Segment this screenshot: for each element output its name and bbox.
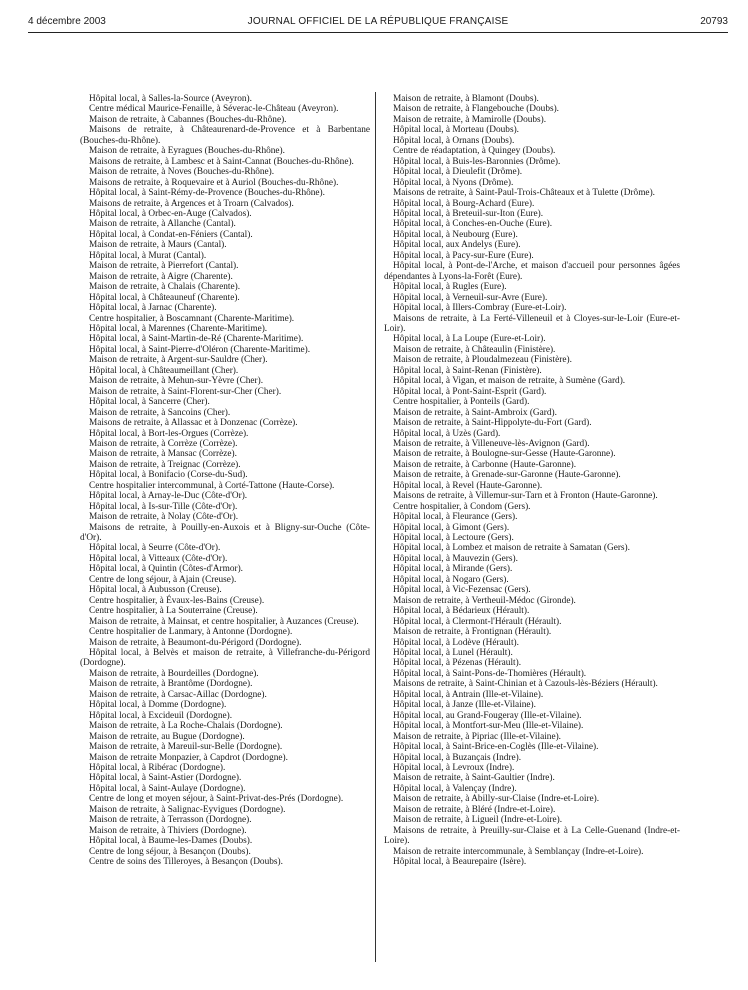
list-item: Maison de retraite, à Saint-Hippolyte-du-Fort (Gard).	[393, 418, 592, 429]
list-item: Hôpital local, à Marennes (Charente-Maritime).	[89, 323, 268, 334]
list-item: Hôpital local, à Clermont-l'Hérault (Hérault).	[393, 616, 562, 627]
list-item: Maison de retraite, à Abilly-sur-Claise (Indre-et-Loire).	[393, 794, 600, 805]
list-item: Maison de retraite, à Frontignan (Hérault).	[393, 627, 552, 638]
list-item: Hôpital local, à Uzès (Gard).	[393, 428, 501, 439]
list-item: Maison de retraite Monpazier, à Capdrot (Dordogne).	[89, 752, 288, 763]
list-item: Centre de long et moyen séjour, à Saint-Privat-des-Prés (Dordogne).	[89, 794, 344, 805]
list-item: Maisons de retraite, à La Ferté-Villeneuil et à Cloyes-sur-le-Loir (Eure-et-Loir).	[384, 313, 680, 334]
list-item: Hôpital local, à Bonifacio (Corse-du-Sud).	[89, 470, 248, 481]
list-item: Maison de retraite, à Nolay (Côte-d'Or).	[89, 512, 239, 523]
page-number: 20793	[700, 16, 728, 27]
list-item: Hôpital local, à Conches-en-Ouche (Eure).	[393, 219, 553, 230]
list-item: Maisons de retraite, à Villemur-sur-Tarn et à Fronton (Haute-Garonne).	[393, 491, 658, 502]
list-item: Hôpital local, à Châteauneuf (Charente).	[89, 292, 240, 303]
list-item: Centre de long séjour, à Ajain (Creuse).	[89, 574, 237, 585]
list-item: Maison de retraite, à Mareuil-sur-Belle (Dordogne).	[89, 742, 283, 753]
list-item: Hôpital local, à Buzançais (Indre).	[393, 752, 522, 763]
list-item: Hôpital local, à Pont-de-l'Arche, et maison d'accueil pour personnes âgées dépendantes à Lyons-la-Forêt (Eure).	[384, 261, 680, 282]
list-item: Maison de retraite, à Maurs (Cantal).	[89, 240, 227, 251]
list-item: Hôpital local, à Saint-Aulaye (Dordogne).	[89, 783, 246, 794]
list-item: Hôpital local, à Saint-Brice-en-Coglès (Ille-et-Vilaine).	[393, 742, 599, 753]
list-item: Maison de retraite, à Aigre (Charente).	[89, 271, 233, 282]
list-item: Hôpital local, à Pont-Saint-Esprit (Gard).	[393, 386, 547, 397]
list-item: Hôpital local, à Nogaro (Gers).	[393, 574, 509, 585]
list-item: Hôpital local, à Sancerre (Cher).	[89, 397, 210, 408]
list-item: Hôpital local, à Revel (Haute-Garonne).	[393, 480, 543, 491]
list-item: Hôpital local, à Saint-Pons-de-Thomières (Hérault).	[393, 668, 587, 679]
list-item: Maison de retraite, à Salignac-Eyvigues (Dordogne).	[89, 804, 286, 815]
list-item: Hôpital local, à Arnay-le-Duc (Côte-d'Or).	[89, 491, 248, 502]
list-item: Hôpital local, à Rugles (Eure).	[393, 282, 507, 293]
list-item: Maison de retraite, à Pierrefort (Cantal).	[89, 261, 239, 272]
list-item: Maison de retraite, à Grenade-sur-Garonne (Haute-Garonne).	[393, 470, 621, 481]
list-item: Maison de retraite, à Ligueil (Indre-et-Loire).	[393, 815, 563, 826]
list-item: Maisons de retraite, à Pouilly-en-Auxois et à Bligny-sur-Ouche (Côte-d'Or).	[80, 522, 370, 544]
list-item: Centre de soins des Tilleroyes, à Besançon (Doubs).	[89, 857, 283, 868]
list-item: Maison de retraite intercommunale, à Semblançay (Indre-et-Loire).	[393, 846, 644, 857]
list-item: Hôpital local, à Saint-Pierre-d'Oléron (Charente-Maritime).	[89, 344, 311, 355]
list-item: Hôpital local, à Lodève (Hérault).	[393, 637, 519, 648]
list-item: Hôpital local, au Grand-Fougeray (Ille-et-Vilaine).	[393, 710, 582, 721]
list-item: Maison de retraite, à Eyragues (Bouches-du-Rhône).	[89, 146, 285, 157]
list-item: Maison de retraite, à Beaumont-du-Périgord (Dordogne).	[89, 637, 302, 648]
list-item: Hôpital local, à Condat-en-Féniers (Cantal).	[89, 229, 253, 240]
list-item: Hôpital local, à Ornans (Doubs).	[393, 135, 515, 146]
list-item: Hôpital local, à Illers-Combray (Eure-et-Loir).	[393, 303, 567, 314]
list-item: Maison de retraite, au Bugue (Dordogne).	[89, 731, 245, 742]
list-item: Hôpital local, à Lectoure (Gers).	[393, 533, 514, 544]
list-item: Maison de retraite, à Vertheuil-Médoc (Gironde).	[393, 595, 576, 606]
list-item: Maison de retraite, à Noves (Bouches-du-Rhône).	[89, 167, 275, 178]
list-item: Maisons de retraite, à Saint-Chinian et à Cazouls-lès-Béziers (Hérault).	[393, 679, 658, 690]
list-item: Centre hospitalier de Lanmary, à Antonne (Dordogne).	[89, 627, 293, 638]
list-item: Hôpital local, à Quintin (Côtes-d'Armor).	[89, 564, 244, 575]
list-item: Hôpital local, à Valençay (Indre).	[393, 783, 517, 794]
list-item: Maison de retraite, à La Roche-Chalais (Dordogne).	[89, 721, 283, 732]
list-item: Maison de retraite, à Mamirolle (Doubs).	[393, 114, 547, 125]
list-item: Hôpital local, à Buis-les-Baronnies (Drôme).	[393, 156, 561, 167]
list-item: Maison de retraite, à Mainsat, et centre hospitalier, à Auzances (Creuse).	[89, 616, 359, 627]
list-item: Hôpital local, à Nyons (Drôme).	[393, 177, 514, 188]
list-item: Maison de retraite, à Carbonne (Haute-Garonne).	[393, 459, 577, 470]
list-item: Hôpital local, à Saint-Martin-de-Ré (Charente-Maritime).	[89, 334, 304, 345]
list-item: Centre hospitalier, à Évaux-les-Bains (Creuse).	[89, 595, 265, 606]
header-rule	[28, 32, 728, 33]
list-item: Hôpital local, à Saint-Renan (Finistère).	[393, 365, 542, 376]
list-item: Maison de retraite, à Blamont (Doubs).	[393, 94, 539, 104]
list-item: Maison de retraite, à Cabannes (Bouches-du-Rhône).	[89, 114, 287, 125]
list-item: Hôpital local, à Mirande (Gers).	[393, 564, 513, 575]
list-item: Maison de retraite, à Carsac-Aillac (Dordogne).	[89, 689, 267, 700]
list-item: Hôpital local, à Pacy-sur-Eure (Eure).	[393, 250, 534, 261]
list-item: Centre hospitalier, à Ponteils (Gard).	[393, 397, 530, 408]
list-item: Maison de retraite, à Bourdeilles (Dordogne).	[89, 668, 259, 679]
list-item: Hôpital local, à Baume-les-Dames (Doubs).	[89, 836, 253, 847]
right-column	[384, 94, 680, 868]
list-item: Hôpital local, à Is-sur-Tille (Côte-d'Or).	[89, 501, 238, 512]
list-item: Hôpital local, à Levroux (Indre).	[393, 763, 515, 773]
list-item: Hôpital local, à Orbec-en-Auge (Calvados).	[89, 208, 252, 219]
list-item: Hôpital local, à Verneuil-sur-Avre (Eure).	[393, 292, 548, 303]
list-item: Maisons de retraite, à Preuilly-sur-Claise et à La Celle-Guenand (Indre-et-Loire).	[384, 825, 680, 847]
list-item: Maison de retraite, à Corrèze (Corrèze).	[89, 438, 238, 449]
list-item: Hôpital local, à La Loupe (Eure-et-Loir).	[393, 334, 546, 345]
list-item: Hôpital local, à Vitteaux (Côte-d'Or).	[89, 553, 228, 564]
list-item: Maison de retraite, à Flangebouche (Doubs).	[393, 104, 560, 115]
list-item: Maison de retraite, à Saint-Florent-sur-Cher (Cher).	[89, 386, 282, 397]
list-item: Hôpital local, à Morteau (Doubs).	[393, 125, 519, 136]
list-item: Maison de retraite, à Mansac (Corrèze).	[89, 449, 237, 460]
list-item: Maison de retraite, à Sancoins (Cher).	[89, 407, 231, 418]
list-item: Hôpital local, à Mauvezin (Gers).	[393, 553, 518, 564]
list-item: Hôpital local, à Vigan, et maison de retraite, à Sumène (Gard).	[393, 376, 626, 387]
list-item: Maisons de retraite, à Argences et à Troarn (Calvados).	[89, 198, 294, 209]
list-item: Maison de retraite, à Pipriac (Ille-et-Vilaine).	[393, 731, 562, 742]
list-item: Hôpital local, à Murat (Cantal).	[89, 250, 207, 261]
list-item: Maison de retraite, à Chalais (Charente).	[89, 282, 241, 293]
list-item: Maison de retraite, à Thiviers (Dordogne).	[89, 825, 247, 836]
list-item: Maison de retraite, à Mehun-sur-Yèvre (Cher).	[89, 376, 264, 387]
list-item: Hôpital local, à Breteuil-sur-Iton (Eure).	[393, 208, 544, 219]
list-item: Hôpital local, à Bédarieux (Hérault).	[393, 606, 530, 617]
list-item: Hôpital local, à Antrain (Ille-et-Vilaine).	[393, 689, 544, 700]
list-item: Centre de réadaptation, à Quingey (Doubs).	[393, 146, 556, 157]
list-item: Maison de retraite, à Brantôme (Dordogne).	[89, 679, 253, 690]
page-header	[28, 16, 728, 30]
list-item: Hôpital local, à Janze (Ille-et-Vilaine).	[393, 700, 536, 711]
list-item: Centre de long séjour, à Besançon (Doubs).	[89, 846, 251, 857]
list-item: Hôpital local, à Saint-Astier (Dordogne).	[89, 773, 242, 784]
list-item: Maison de retraite, à Allanche (Cantal).	[89, 219, 236, 230]
list-item: Maison de retraite, à Châteaulin (Finistère).	[393, 344, 556, 355]
list-item: Maison de retraite, à Bléré (Indre-et-Loire).	[393, 804, 556, 815]
list-item: Hôpital local, à Gimont (Gers).	[393, 522, 510, 533]
list-item: Hôpital local, à Jarnac (Charente).	[89, 303, 217, 314]
list-item: Centre hospitalier, à La Souterraine (Creuse).	[89, 606, 258, 617]
column-divider	[375, 92, 376, 962]
list-item: Centre médical Maurice-Fenaille, à Séverac-le-Château (Aveyron).	[89, 104, 339, 115]
list-item: Hôpital local, à Pézenas (Hérault).	[393, 658, 522, 669]
list-item: Hôpital local, à Bort-les-Orgues (Corrèze).	[89, 428, 249, 439]
list-item: Hôpital local, à Aubusson (Creuse).	[89, 585, 222, 596]
list-item: Maison de retraite, à Villeneuve-lès-Avignon (Gard).	[393, 438, 590, 449]
list-item: Maisons de retraite, à Roquevaire et à Auriol (Bouches-du-Rhône).	[89, 177, 339, 188]
list-item: Centre hospitalier, à Boscamnant (Charente-Maritime).	[89, 313, 295, 324]
list-item: Maison de retraite, à Saint-Ambroix (Gard).	[393, 407, 557, 418]
list-item: Hôpital local, à Dieulefit (Drôme).	[393, 167, 523, 178]
list-item: Maison de retraite, à Terrasson (Dordogne).	[89, 815, 252, 826]
list-item: Hôpital local, à Excideuil (Dordogne).	[89, 710, 233, 721]
left-column	[80, 94, 370, 868]
issue-date: 4 décembre 2003	[28, 16, 106, 27]
list-item: Hôpital local, à Lombez et maison de retraite à Samatan (Gers).	[393, 543, 630, 554]
list-item: Hôpital local, à Seurre (Côte-d'Or).	[89, 543, 221, 554]
list-item: Hôpital local, à Châteaumeillant (Cher).	[89, 365, 239, 376]
list-item: Hôpital local, à Montfort-sur-Meu (Ille-et-Vilaine).	[393, 721, 584, 732]
list-item: Maisons de retraite, à Allassac et à Donzenac (Corrèze).	[89, 418, 298, 429]
list-item: Hôpital local, à Domme (Dordogne).	[89, 700, 227, 711]
list-item: Maison de retraite, à Ploudalmezeau (Finistère).	[393, 355, 572, 366]
list-item: Hôpital local, aux Andelys (Eure).	[393, 240, 521, 251]
list-item: Centre hospitalier, à Condom (Gers).	[393, 501, 531, 512]
list-item: Hôpital local, à Fleurance (Gers).	[393, 512, 518, 523]
list-item: Maisons de retraite, à Saint-Paul-Trois-Châteaux et à Tulette (Drôme).	[393, 188, 655, 199]
list-item: Hôpital local, à Saint-Rémy-de-Provence (Bouches-du-Rhône).	[89, 188, 325, 199]
list-item: Hôpital local, à Bourg-Achard (Eure).	[393, 198, 535, 209]
list-item: Maison de retraite, à Treignac (Corrèze).	[89, 459, 241, 470]
list-item: Maisons de retraite, à Châteaurenard-de-Provence et à Barbentane (Bouches-du-Rhône).	[80, 125, 370, 146]
journal-title: JOURNAL OFFICIEL DE LA RÉPUBLIQUE FRANÇAISE	[247, 16, 509, 27]
list-item: Hôpital local, à Vic-Fezensac (Gers).	[393, 585, 531, 596]
list-item: Maison de retraite, à Saint-Gaultier (Indre).	[393, 773, 555, 784]
list-item: Hôpital local, à Salles-la-Source (Aveyron).	[89, 94, 252, 104]
list-item: Hôpital local, à Belvès et maison de retraite, à Villefranche-du-Périgord (Dordogne).	[80, 648, 370, 669]
list-item: Hôpital local, à Lunel (Hérault).	[393, 648, 513, 659]
list-item: Maison de retraite, à Argent-sur-Sauldre (Cher).	[89, 355, 268, 366]
list-item: Hôpital local, à Neubourg (Eure).	[393, 229, 518, 240]
list-item: Maison de retraite, à Boulogne-sur-Gesse (Haute-Garonne).	[393, 449, 616, 460]
list-item: Hôpital local, à Beaurepaire (Isère).	[393, 857, 527, 868]
list-item: Centre hospitalier intercommunal, à Corté-Tattone (Haute-Corse).	[89, 480, 335, 491]
list-item: Hôpital local, à Ribérac (Dordogne).	[89, 763, 226, 773]
list-item: Maisons de retraite, à Lambesc et à Saint-Cannat (Bouches-du-Rhône).	[89, 156, 354, 167]
